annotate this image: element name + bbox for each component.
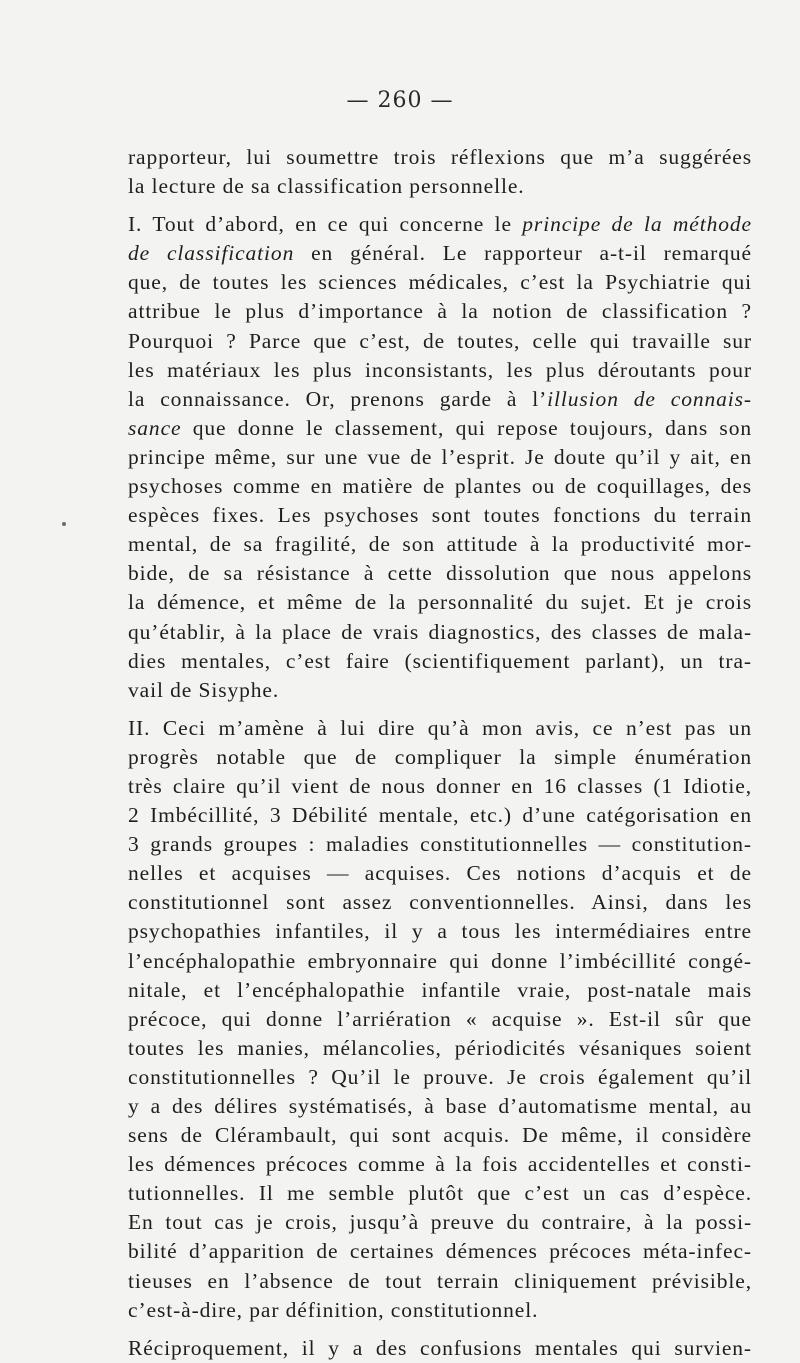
paragraph <box>128 143 752 201</box>
text-line: dies mentales, c’est faire (scientifiquement parlant), un tra- <box>128 648 752 673</box>
paragraph <box>128 714 752 1325</box>
text-line: qu’établir, à la place de vrais diagnostics, des classes de mala- <box>128 619 752 644</box>
text-line: espèces fixes. Les psychoses sont toutes fonctions du terrain <box>128 503 752 528</box>
text-line: constitutionnel sont assez conventionnelles. Ainsi, dans les <box>128 890 752 915</box>
text-line: la démence, et même de la personnalité du sujet. Et je crois <box>128 590 752 615</box>
text-line: l’encéphalopathie embryonnaire qui donne l’imbécillité congé- <box>128 948 752 973</box>
paragraph <box>128 210 752 705</box>
text-line: nelles et acquises — acquises. Ces notions d’acquis et de <box>128 861 752 886</box>
text-line: attribue le plus d’importance à la notion de classification ? <box>128 299 752 324</box>
text-line: nitale, et l’encéphalopathie infantile vraie, post-natale mais <box>128 977 752 1002</box>
text-line: tutionnelles. Il me semble plutôt que c’est un cas d’espèce. <box>128 1181 752 1206</box>
text-line: bilité d’apparition de certaines démences précoces méta-infec- <box>128 1239 752 1264</box>
body-text <box>128 143 752 1363</box>
text-line: précoce, qui donne l’arriération « acquise ». Est-il sûr que <box>128 1006 752 1031</box>
text-line: que, de toutes les sciences médicales, c’est la Psychiatrie qui <box>128 270 752 295</box>
text-line: constitutionnelles ? Qu’il le prouve. Je crois également qu’il <box>128 1064 752 1089</box>
text-line: les matériaux les plus inconsistants, les plus déroutants pour <box>128 357 752 382</box>
text-line: En tout cas je crois, jusqu’à preuve du contraire, à la possi- <box>128 1210 752 1235</box>
paragraph-gap <box>128 201 752 210</box>
text-line: sens de Clérambault, qui sont acquis. De même, il considère <box>128 1123 752 1148</box>
paragraph-gap <box>128 705 752 714</box>
text-line: II. Ceci m’amène à lui dire qu’à mon avis, ce n’est pas un <box>128 715 752 740</box>
page-number: — 260 — <box>346 88 454 113</box>
text-line: Pourquoi ? Parce que c’est, de toutes, celle qui travaille sur <box>128 328 752 353</box>
text-line: psychopathies infantiles, il y a tous les intermédiaires entre <box>128 919 752 944</box>
text-line: de classification en général. Le rapporteur a-t-il remarqué <box>128 241 752 266</box>
text-line: principe même, sur une vue de l’esprit. Je doute qu’il y ait, en <box>128 444 752 469</box>
margin-speck <box>62 522 66 526</box>
text-line: vail de Sisyphe. <box>128 677 280 702</box>
text-line: la lecture de sa classification personnelle. <box>128 174 525 199</box>
text-line: rapporteur, lui soumettre trois réflexions que m’a suggérées <box>128 145 752 169</box>
text-line: bide, de sa résistance à cette dissolution que nous appelons <box>128 561 752 586</box>
text-line: psychoses comme en matière de plantes ou de coquillages, des <box>128 474 752 499</box>
paragraph-gap <box>128 1325 752 1334</box>
text-line: progrès notable que de compliquer la simple énumération <box>128 744 752 769</box>
text-line: la connaissance. Or, prenons garde à l’illusion de connais- <box>128 386 752 411</box>
text-line: Réciproquement, il y a des confusions mentales qui survien- <box>128 1335 752 1360</box>
text-line: y a des délires systématisés, à base d’automatisme mental, au <box>128 1094 752 1118</box>
text-line: I. Tout d’abord, en ce qui concerne le principe de la méthode <box>128 212 752 237</box>
text-line: c’est-à-dire, par définition, constitutionnel. <box>128 1297 539 1322</box>
text-line: mental, de sa fragilité, de son attitude à la productivité mor- <box>128 532 752 557</box>
text-line: toutes les manies, mélancolies, périodicités vésaniques soient <box>128 1035 752 1060</box>
text-line: 3 grands groupes : maladies constitutionnelles — constitution- <box>128 832 752 857</box>
text-line: sance que donne le classement, qui repose toujours, dans son <box>128 415 752 440</box>
text-line: 2 Imbécillité, 3 Débilité mentale, etc.) d’une catégorisation en <box>128 803 752 828</box>
paragraph <box>128 1334 752 1363</box>
text-line: très claire qu’il vient de nous donner en 16 classes (1 Idiotie, <box>128 773 752 798</box>
text-line: tieuses en l’absence de tout terrain cliniquement prévisible, <box>128 1268 752 1293</box>
text-line: les démences précoces comme à la fois accidentelles et consti- <box>128 1152 752 1177</box>
